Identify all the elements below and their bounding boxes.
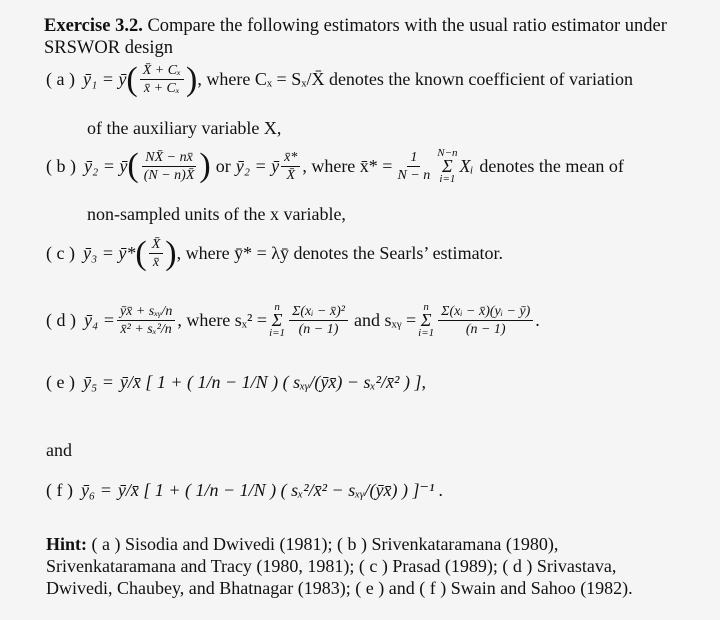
item-d-covariance-fraction bbox=[438, 303, 533, 338]
item-d-sum2-bottom: i=1 bbox=[418, 327, 435, 339]
item-d-variance-denominator: (n − 1) bbox=[298, 321, 339, 337]
item-d-summation-2: n Σ i=1 bbox=[418, 301, 435, 339]
item-b-desc: denotes the mean of bbox=[479, 155, 624, 176]
hint-line-1: Hint: ( a ) Sisodia and Dwivedi (1981); ( b ) Srivenkataramana (1980), bbox=[46, 534, 559, 554]
item-e-lhs: ȳ₅ = bbox=[82, 372, 114, 392]
item-c-fraction bbox=[149, 236, 164, 271]
item-d-numerator: ȳx̄ + sₓᵧ/n bbox=[117, 303, 175, 321]
item-b-or: or bbox=[215, 155, 231, 176]
item-b-denominator: (N − n)X̄ bbox=[143, 167, 195, 183]
item-d-label: ( d ) bbox=[46, 309, 76, 330]
item-d-variance-fraction bbox=[289, 303, 348, 338]
item-b: ( b ) ȳ₂ = ȳ ( $\frac{NX̄ - nx̄}{(N - n)X̄}$ ) or ȳ₂ = ȳ $\frac{x̄*}{X̄}$ , where x̄* = $\frac{1}{N - n}$ N−n Σ i=1 Xᵢ denotes the mean of bbox=[46, 147, 624, 185]
item-a-where: , where Cₓ = Sₓ/X̄ denotes the known coefficient of variation bbox=[197, 69, 634, 89]
item-b-sum-term: Xᵢ bbox=[459, 155, 474, 176]
item-b-sum-top: N−n bbox=[437, 147, 458, 159]
item-d: ( d ) ȳ₄ = $\frac{\text{ȳx̄ + sₓᵧ/n}}{\text{x̄² + sₓ²/n}}$ , where sₓ² = n Σ i=1 $\frac{\text{Σ(xᵢ − x̄)²}}{(n - 1)}$ and sₓᵧ = n Σ i=1 $\frac{\text{Σ(xᵢ − x̄)(yᵢ − ȳ)}}{(n - 1)}$ . bbox=[46, 301, 540, 339]
item-d-lhs: ȳ₄ = bbox=[84, 309, 115, 330]
item-b-fraction bbox=[141, 149, 198, 184]
item-c: ( c ) ȳ₃ = ȳ* ( $\frac{X̄}{x̄}$ ) , where ȳ* = λȳ denotes the Searls’ estimator. bbox=[46, 234, 504, 272]
hint-line-2: Srivenkataramana and Tracy (1980, 1981); ( c ) Prasad (1989); ( d ) Srivastava, bbox=[46, 556, 617, 576]
exercise-title-line2: SRSWOR design bbox=[44, 38, 174, 58]
item-c-denominator: x̄ bbox=[152, 255, 160, 270]
item-f-label: ( f ) bbox=[46, 480, 73, 500]
item-f-body: ȳ/x̄ [ 1 + ( 1/n − 1/N ) ( sₓ²/x̄² − sₓᵧ/(ȳx̄) ) ]⁻¹ . bbox=[117, 480, 444, 500]
item-b-alt-fraction bbox=[281, 149, 300, 184]
item-a-continuation: of the auxiliary variable X, bbox=[87, 118, 282, 138]
hint-text-1: Hint: bbox=[46, 534, 88, 554]
item-b-label: ( b ) bbox=[46, 155, 76, 176]
item-d-and: and sₓᵧ = bbox=[354, 309, 417, 330]
exercise-title-line1: Compare the following estimators with the usual ratio estimator under bbox=[147, 16, 667, 36]
item-b-where-denominator: N − n bbox=[397, 167, 431, 183]
item-b-numerator: NX̄ − nx̄ bbox=[142, 149, 196, 167]
item-b-alt-numerator: x̄* bbox=[281, 149, 300, 167]
item-f-lhs: ȳ₆ = bbox=[80, 480, 112, 500]
item-a-label: ( a ) bbox=[46, 69, 75, 89]
item-b-alt-denominator: X̄ bbox=[286, 167, 295, 183]
item-f bbox=[46, 480, 443, 501]
item-b-lhs: ȳ₂ = ȳ bbox=[84, 155, 128, 176]
item-e-label: ( e ) bbox=[46, 372, 75, 392]
item-b-alt-lhs: ȳ₂ = ȳ bbox=[235, 155, 280, 176]
exercise-title bbox=[44, 15, 667, 37]
item-a-lhs: ȳ₁ = ȳ bbox=[82, 69, 127, 89]
item-b-where-fraction bbox=[394, 149, 433, 184]
item-c-label: ( c ) bbox=[46, 243, 75, 263]
and-connector: and bbox=[46, 440, 72, 460]
item-b-sum-bottom: i=1 bbox=[439, 173, 456, 185]
item-d-variance-numerator: Σ(xᵢ − x̄)² bbox=[289, 303, 348, 321]
item-c-lhs: ȳ₃ = ȳ* bbox=[82, 243, 136, 263]
item-a-denominator: x̄ + Cₓ bbox=[143, 81, 180, 96]
item-a: ( a ) ȳ₁ = ȳ ( $\frac{\text{X̄ + Cₓ}}{\text{x̄ + Cₓ}}$ ) , where Cₓ = Sₓ/X̄ denotes the known coefficient of variation bbox=[46, 60, 634, 98]
item-d-summation-1: n Σ i=1 bbox=[269, 301, 286, 339]
item-a-fraction bbox=[140, 62, 184, 97]
item-d-fraction bbox=[117, 303, 175, 338]
item-d-covariance-numerator: Σ(xᵢ − x̄)(yᵢ − ȳ) bbox=[438, 303, 533, 321]
hint-line-3: Dwivedi, Chaubey, and Bhatnagar (1983); ( e ) and ( f ) Swain and Sahoo (1982). bbox=[46, 578, 633, 598]
item-e bbox=[46, 372, 426, 393]
item-d-sum1-top: n bbox=[274, 301, 280, 313]
item-d-sum2-top: n bbox=[423, 301, 429, 313]
exercise-number: Exercise 3.2. bbox=[44, 16, 143, 36]
item-d-covariance-denominator: (n − 1) bbox=[465, 321, 506, 337]
item-e-body: ȳ/x̄ [ 1 + ( 1/n − 1/N ) ( sₓᵧ/(ȳx̄) − sₓ²/x̄² ) ], bbox=[119, 372, 426, 392]
item-d-sum1-bottom: i=1 bbox=[269, 327, 286, 339]
item-d-where: , where sₓ² = bbox=[177, 309, 268, 330]
item-b-summation: N−n Σ i=1 bbox=[437, 147, 458, 185]
item-b-where-numerator: 1 bbox=[407, 149, 420, 167]
item-c-where: , where ȳ* = λȳ denotes the Searls’ estimator. bbox=[176, 243, 504, 263]
item-a-numerator: X̄ + Cₓ bbox=[140, 62, 184, 80]
item-d-denominator: x̄² + sₓ²/n bbox=[120, 321, 172, 337]
item-b-continuation: non-sampled units of the x variable, bbox=[87, 204, 346, 224]
item-c-numerator: X̄ bbox=[149, 236, 164, 254]
item-b-where: , where x̄* = bbox=[302, 155, 393, 176]
